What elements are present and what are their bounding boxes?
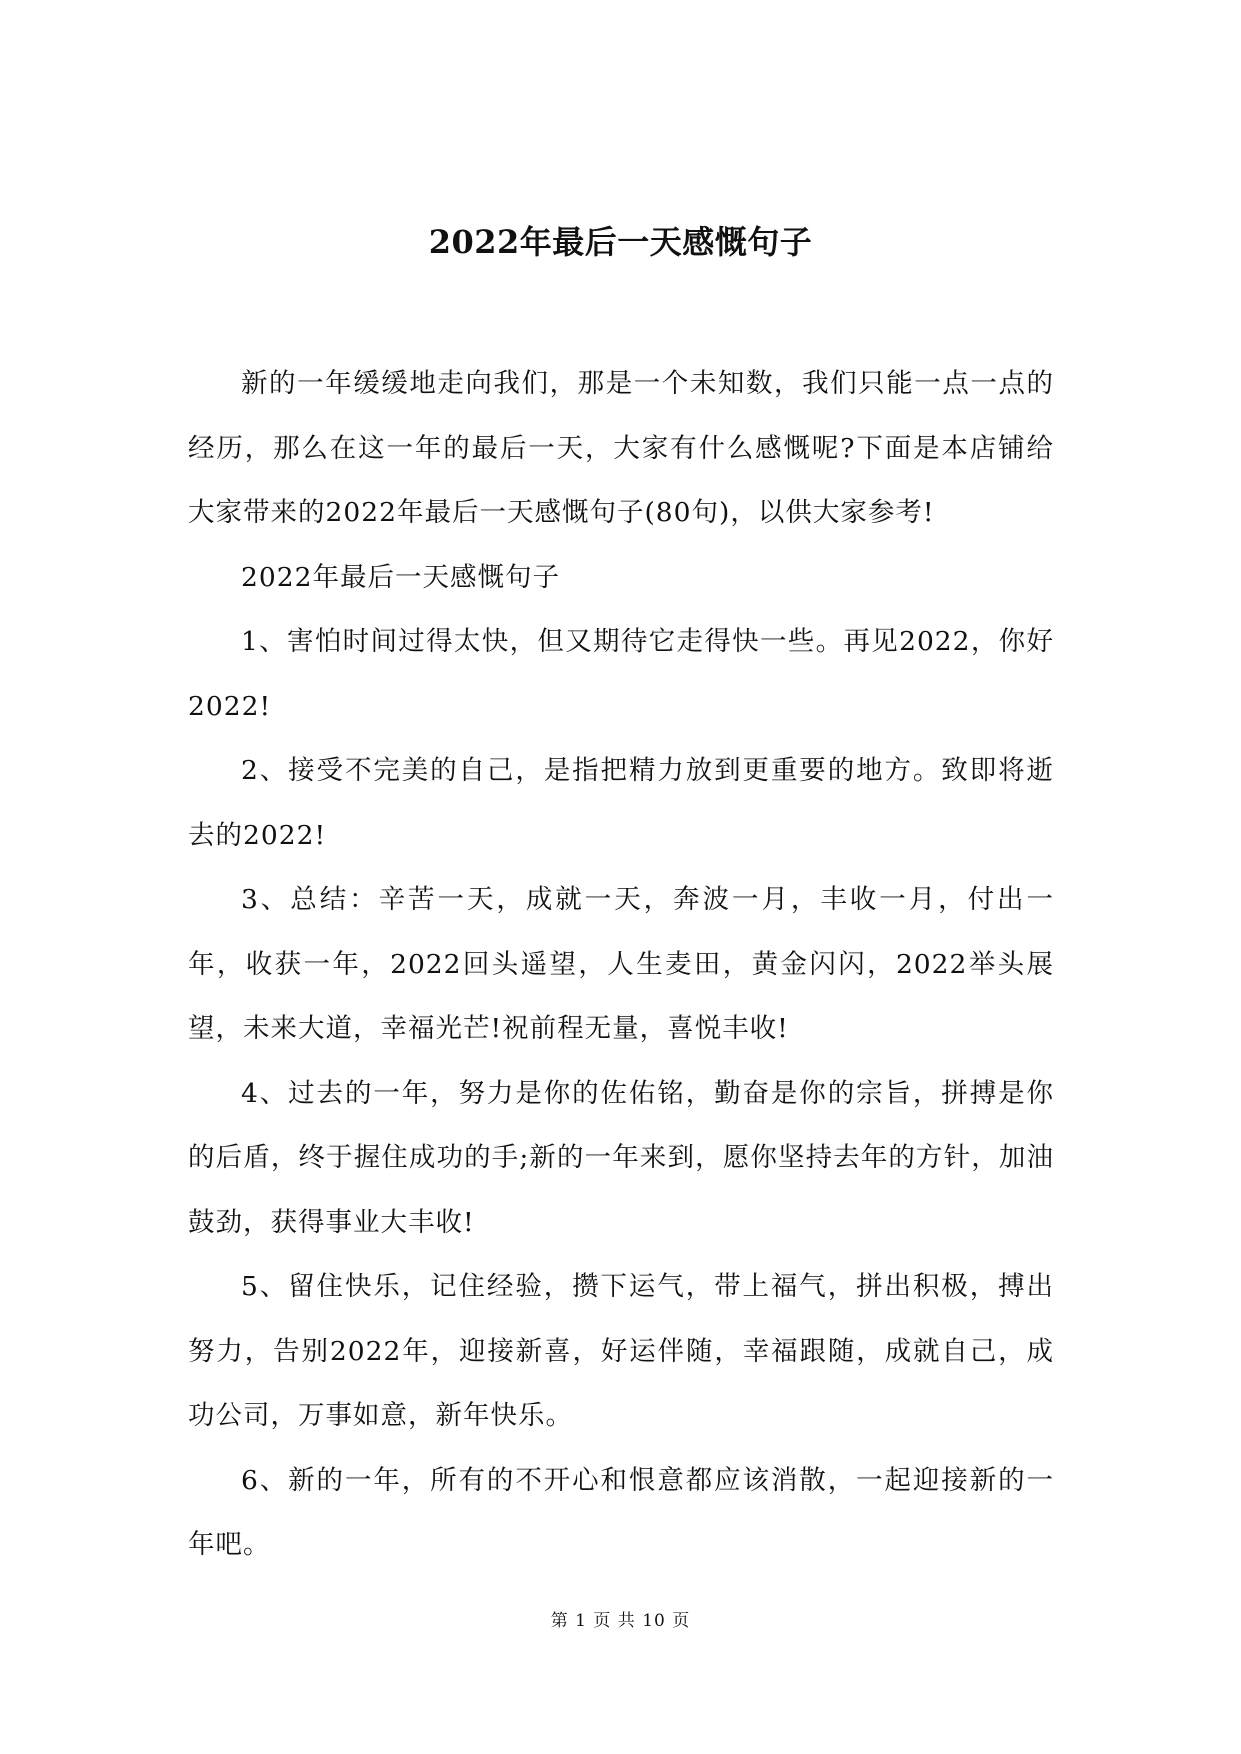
list-item: 2、接受不完美的自己，是指把精力放到更重要的地方。致即将逝去的2022! — [188, 755, 1054, 851]
list-item: 1、害怕时间过得太快，但又期待它走得快一些。再见2022，你好2022! — [188, 626, 1054, 722]
page-footer: 第 1 页 共 10 页 — [550, 1611, 691, 1631]
list-item: 3、总结：辛苦一天，成就一天，奔波一月，丰收一月，付出一年，收获一年，2022回头遥望，人生麦田，黄金闪闪，2022举头展望，未来大道，幸福光芒!祝前程无量，喜悦丰收! — [188, 884, 1054, 1044]
document-body — [188, 352, 1054, 1578]
list-item: 4、过去的一年，努力是你的佐佑铭，勤奋是你的宗旨，拼搏是你的后盾，终于握住成功的手;新的一年来到，愿你坚持去年的方针，加油鼓劲，获得事业大丰收! — [188, 1077, 1054, 1238]
page-title: 2022年最后一天感慨句子 — [428, 223, 813, 261]
intro-paragraph: 新的一年缓缓地走向我们，那是一个未知数，我们只能一点一点的经历，那么在这一年的最后一天，大家有什么感慨呢?下面是本店铺给大家带来的2022年最后一天感慨句子(80句)，以供大家参考! — [188, 368, 1054, 528]
list-item: 5、留住快乐，记住经验，攒下运气，带上福气，拼出积极，搏出努力，告别2022年，迎接新喜，好运伴随，幸福跟随，成就自己，成功公司，万事如意，新年快乐。 — [188, 1271, 1054, 1431]
section-heading: 2022年最后一天感慨句子 — [241, 561, 560, 593]
list-item: 6、新的一年，所有的不开心和恨意都应该消散，一起迎接新的一年吧。 — [188, 1464, 1054, 1560]
